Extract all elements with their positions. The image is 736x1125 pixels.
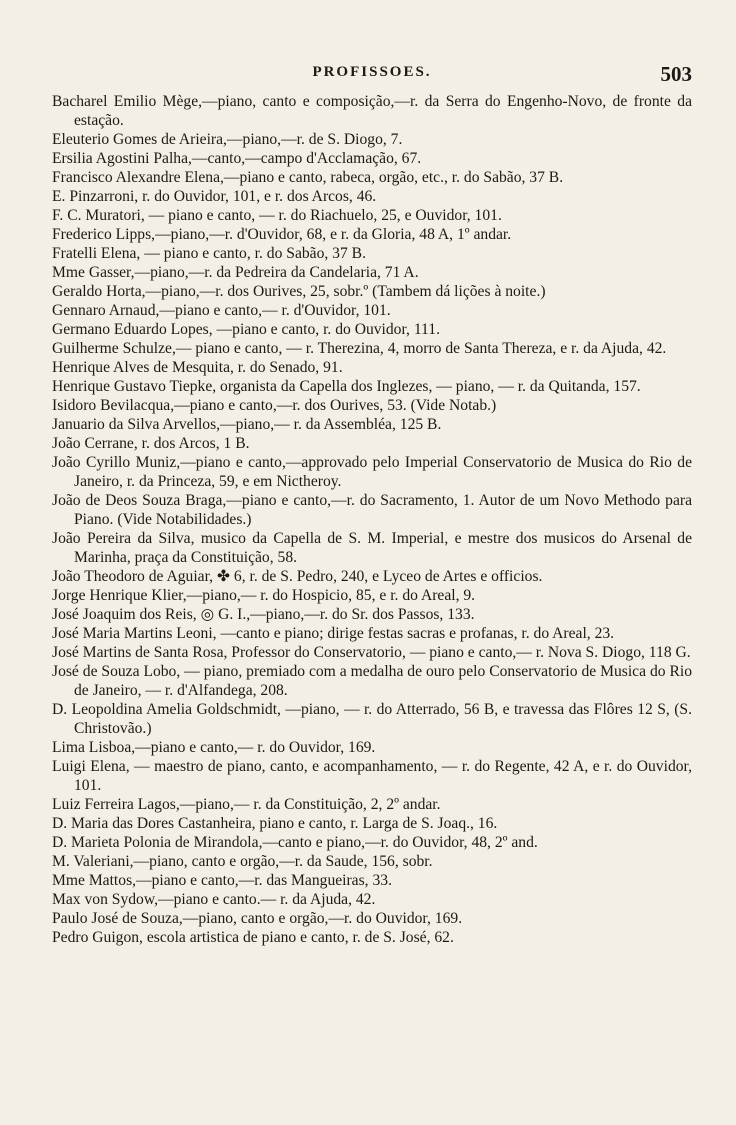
directory-entry: D. Marieta Polonia de Mirandola,—canto e piano,—r. do Ouvidor, 48, 2º and. [52, 834, 538, 851]
directory-entry: Henrique Alves de Mesquita, r. do Senado, 91. [52, 359, 343, 376]
directory-entry: Januario da Silva Arvellos,—piano,— r. da Assembléa, 125 B. [52, 416, 442, 433]
directory-entry: José Maria Martins Leoni, —canto e piano; dirige festas sacras e profanas, r. do Areal, 23. [52, 625, 615, 642]
directory-entry: Geraldo Horta,—piano,—r. dos Ourives, 25, sobr.º (Tambem dá lições à noite.) [52, 283, 546, 300]
directory-entry: Henrique Gustavo Tiepke, organista da Capella dos Inglezes, — piano, — r. da Quitanda, 157. [52, 378, 641, 395]
directory-entry: Luiz Ferreira Lagos,—piano,— r. da Constituição, 2, 2º andar. [52, 796, 441, 813]
directory-entry: Mme Gasser,—piano,—r. da Pedreira da Candelaria, 71 A. [52, 264, 419, 281]
directory-entry: Frederico Lipps,—piano,—r. d'Ouvidor, 68, e r. da Gloria, 48 A, 1º andar. [52, 226, 512, 243]
directory-entry: Bacharel Emilio Mège,—piano, canto e composição,—r. da Serra do Engenho-Novo, de fronte da estação. [52, 93, 692, 129]
directory-entry: D. Leopoldina Amelia Goldschmidt, —piano, — r. do Atterrado, 56 B, e travessa das Flôres 12 S, (S. Christovão.) [52, 701, 692, 737]
directory-entry: Paulo José de Souza,—piano, canto e orgão,—r. do Ouvidor, 169. [52, 910, 463, 927]
directory-entry: Gennaro Arnaud,—piano e canto,— r. d'Ouvidor, 101. [52, 302, 391, 319]
directory-entry: Lima Lisboa,—piano e canto,— r. do Ouvidor, 169. [52, 739, 376, 756]
directory-entry: José Martins de Santa Rosa, Professor do Conservatorio, — piano e canto,— r. Nova S. Diogo, 118 G. [52, 644, 691, 661]
directory-entry: M. Valeriani,—piano, canto e orgão,—r. da Saude, 156, sobr. [52, 853, 433, 870]
directory-entry: Francisco Alexandre Elena,—piano e canto, rabeca, orgão, etc., r. do Sabão, 37 B. [52, 169, 564, 186]
directory-entry: Ersilia Agostini Palha,—canto,—campo d'Acclamação, 67. [52, 150, 422, 167]
page-number: 503 [660, 62, 692, 86]
running-title: PROFISSOES. [312, 64, 432, 80]
directory-entry: João Pereira da Silva, musico da Capella de S. M. Imperial, e mestre dos musicos do Arsenal de Marinha, praça da Constituição, 58. [52, 530, 692, 566]
directory-entry: José Joaquim dos Reis, ◎ G. I.,—piano,—r. do Sr. dos Passos, 133. [52, 606, 475, 623]
directory-entry: Isidoro Bevilacqua,—piano e canto,—r. dos Ourives, 53. (Vide Notab.) [52, 397, 497, 414]
directory-entry: Pedro Guigon, escola artistica de piano e canto, r. de S. José, 62. [52, 929, 454, 946]
directory-entry: Guilherme Schulze,— piano e canto, — r. Therezina, 4, morro de Santa Thereza, e r. da Ajuda, 42. [52, 340, 667, 357]
directory-entry: João Cerrane, r. dos Arcos, 1 B. [52, 435, 250, 452]
directory-entry: Germano Eduardo Lopes, —piano e canto, r. do Ouvidor, 111. [52, 321, 440, 338]
directory-entry: Eleuterio Gomes de Arieira,—piano,—r. de S. Diogo, 7. [52, 131, 403, 148]
directory-entry: Mme Mattos,—piano e canto,—r. das Mangueiras, 33. [52, 872, 392, 889]
directory-entry: Jorge Henrique Klier,—piano,— r. do Hospicio, 85, e r. do Areal, 9. [52, 587, 476, 604]
directory-entries [52, 92, 692, 947]
directory-entry: Luigi Elena, — maestro de piano, canto, e acompanhamento, — r. do Regente, 42 A, e r. do Ouvidor, 101. [52, 758, 692, 794]
directory-entry: João Cyrillo Muniz,—piano e canto,—approvado pelo Imperial Conservatorio de Musica do Rio de Janeiro, r. da Princeza, 59, e em Nictheroy. [52, 454, 692, 490]
directory-entry: João de Deos Souza Braga,—piano e canto,—r. do Sacramento, 1. Autor de um Novo Methodo para Piano. (Vide Notabilidades.) [52, 492, 692, 528]
directory-entry: Fratelli Elena, — piano e canto, r. do Sabão, 37 B. [52, 245, 366, 262]
page-header [52, 62, 692, 86]
directory-entry: E. Pinzarroni, r. do Ouvidor, 101, e r. dos Arcos, 46. [52, 188, 377, 205]
directory-entry: João Theodoro de Aguiar, ✤ 6, r. de S. Pedro, 240, e Lyceo de Artes e officios. [52, 568, 543, 585]
directory-entry: Max von Sydow,—piano e canto.— r. da Ajuda, 42. [52, 891, 376, 908]
directory-entry: F. C. Muratori, — piano e canto, — r. do Riachuelo, 25, e Ouvidor, 101. [52, 207, 502, 224]
directory-entry: José de Souza Lobo, — piano, premiado com a medalha de ouro pelo Conservatorio de Musica do Rio de Janeiro, — r. d'Alfandega, 208. [52, 663, 692, 699]
directory-entry: D. Maria das Dores Castanheira, piano e canto, r. Larga de S. Joaq., 16. [52, 815, 498, 832]
